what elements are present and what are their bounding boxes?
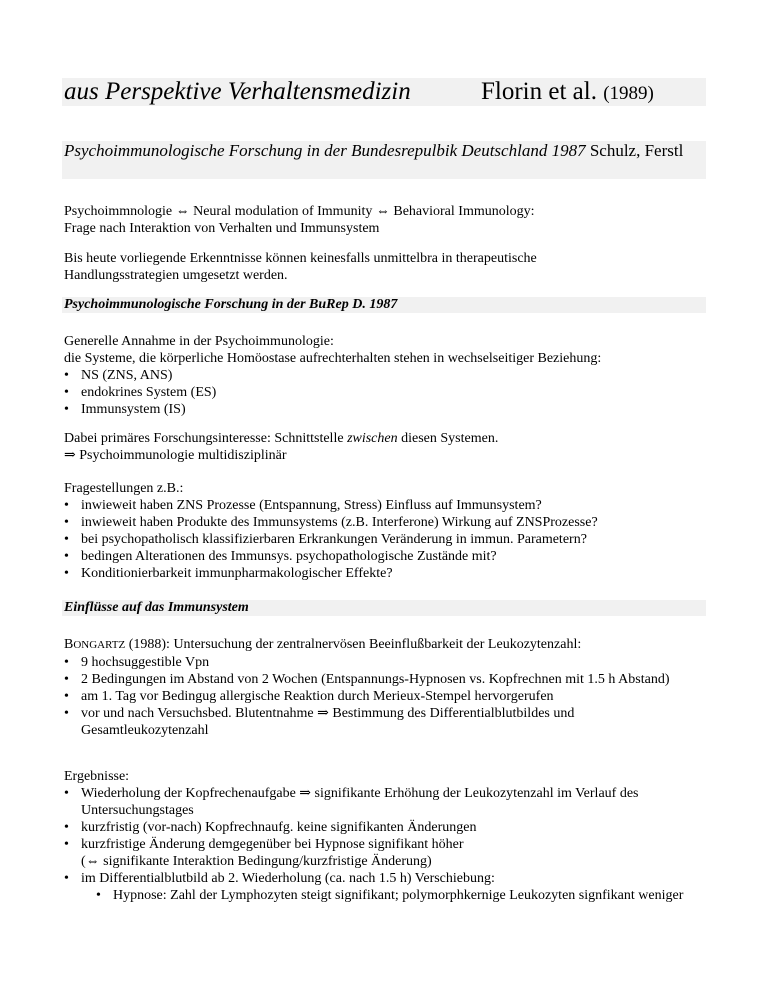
- interest-block: [64, 430, 704, 464]
- subtitle: [64, 141, 704, 160]
- result-interaction-note: (⇔ signifikante Interaktion Bedingung/kurzfristige Änderung): [81, 854, 432, 869]
- results-list: [64, 785, 704, 887]
- systems-list: [64, 367, 704, 418]
- results-block: [64, 768, 704, 904]
- intro-line-4: Handlungsstrategien umgesetzt werden.: [64, 268, 288, 283]
- list-item: • im Differentialblutbild ab 2. Wiederholung (ca. nach 1.5 h) Verschiebung:: [64, 870, 704, 887]
- assumption-line-1: Generelle Annahme in der Psychoimmunologie:: [64, 334, 334, 349]
- conclusion-line: ⇒ Psychoimmunologie multidisziplinär: [64, 448, 287, 463]
- subtitle-title: Psychoimmunologische Forschung in der Bundesrepulbik Deutschland 1987: [64, 141, 586, 160]
- interest-text: Dabei primäres Forschungsinteresse: Schnittstelle: [64, 431, 348, 446]
- list-item: • Immunsystem (IS): [64, 401, 704, 418]
- questions-block: [64, 480, 704, 582]
- list-item: [64, 836, 704, 870]
- interest-emphasis: zwischen: [347, 431, 398, 446]
- list-item: • endokrines System (ES): [64, 384, 704, 401]
- list-item: • NS (ZNS, ANS): [64, 367, 704, 384]
- questions-label: Fragestellungen z.B.:: [64, 481, 184, 496]
- results-label: Ergebnisse:: [64, 769, 130, 784]
- intro-block: [64, 203, 704, 237]
- result-text: kurzfristige Änderung demgegenüber bei Hypnose signifikant höher: [81, 837, 464, 852]
- intro-line-3: Bis heute vorliegende Erkenntnisse können keinesfalls unmittelbra in therapeutische: [64, 251, 537, 266]
- intro-line-2: Frage nach Interaktion von Verhalten und Immunsystem: [64, 221, 380, 236]
- section-heading-2: [62, 600, 706, 616]
- intro-note: [64, 250, 704, 284]
- list-item: • Wiederholung der Kopfrechenaufgabe ⇒ signifikante Erhöhung der Leukozytenzahl im Verlauf des Untersuchungstages: [64, 785, 698, 819]
- questions-list: [64, 497, 704, 582]
- title-bar: [62, 78, 706, 106]
- list-item: • Hypnose: Zahl der Lymphozyten steigt signifikant; polymorphkernige Leukozyten signfikant weniger: [96, 887, 698, 904]
- list-item: • bei psychopatholisch klassifizierbaren Erkrankungen Veränderung in immun. Parametern?: [64, 531, 704, 548]
- document-author: [481, 78, 654, 108]
- document-title: aus Perspektive Verhaltensmedizin: [64, 78, 411, 105]
- list-item: • Konditionierbarkeit immunpharmakologischer Effekte?: [64, 565, 704, 582]
- assumption-line-2: die Systeme, die körperliche Homöostase aufrechterhalten stehen in wechselseitiger Beziehung:: [64, 351, 602, 366]
- study-text: (1988): Untersuchung der zentralnervösen Beeinflußbarkeit der Leukozytenzahl:: [125, 637, 582, 652]
- design-list: [64, 654, 704, 739]
- list-item: • 2 Bedingungen im Abstand von 2 Wochen (Entspannungs-Hypnosen vs. Kopfrechnen mit 1.5 h Abstand): [64, 671, 698, 688]
- list-item: • inwieweit haben Produkte des Immunsystems (z.B. Interferone) Wirkung auf ZNSProzesse?: [64, 514, 704, 531]
- interest-text-end: diesen Systemen.: [397, 431, 499, 446]
- study-block: [64, 636, 704, 739]
- subtitle-authors: Schulz, Ferstl: [589, 141, 684, 160]
- author-initial: B: [64, 637, 74, 652]
- study-line: [64, 636, 704, 654]
- study-author: [64, 637, 125, 652]
- subresults-list: [64, 887, 704, 904]
- list-item: • am 1. Tag vor Bedingug allergische Reaktion durch Merieux-Stempel hervorgerufen: [64, 688, 704, 705]
- subtitle-bar: [62, 141, 706, 179]
- section-heading-1-text: Psychoimmunologische Forschung in der BuRep D. 1987: [64, 297, 398, 312]
- section-heading-1: [62, 297, 706, 313]
- intro-line-1: Psychoimmnologie ⇔ Neural modulation of Immunity ⇔ Behavioral Immunology:: [64, 204, 535, 219]
- author-name: Florin et al.: [481, 78, 597, 105]
- assumption-block: [64, 333, 704, 418]
- publication-year: (1989): [603, 83, 654, 104]
- list-item: • inwieweit haben ZNS Prozesse (Entspannung, Stress) Einfluss auf Immunsystem?: [64, 497, 704, 514]
- interest-line: [64, 430, 704, 447]
- list-item: • vor und nach Versuchsbed. Blutentnahme ⇒ Bestimmung des Differentialblutbildes und Gesamtleukozytenzahl: [64, 705, 698, 739]
- list-item: • kurzfristig (vor-nach) Kopfrechnaufg. keine signifikanten Änderungen: [64, 819, 704, 836]
- list-item: • bedingen Alterationen des Immunsys. psychopathologische Zustände mit?: [64, 548, 704, 565]
- list-item: • 9 hochsuggestible Vpn: [64, 654, 704, 671]
- section-heading-2-text: Einflüsse auf das Immunsystem: [64, 600, 249, 615]
- author-rest: ONGARTZ: [73, 639, 126, 651]
